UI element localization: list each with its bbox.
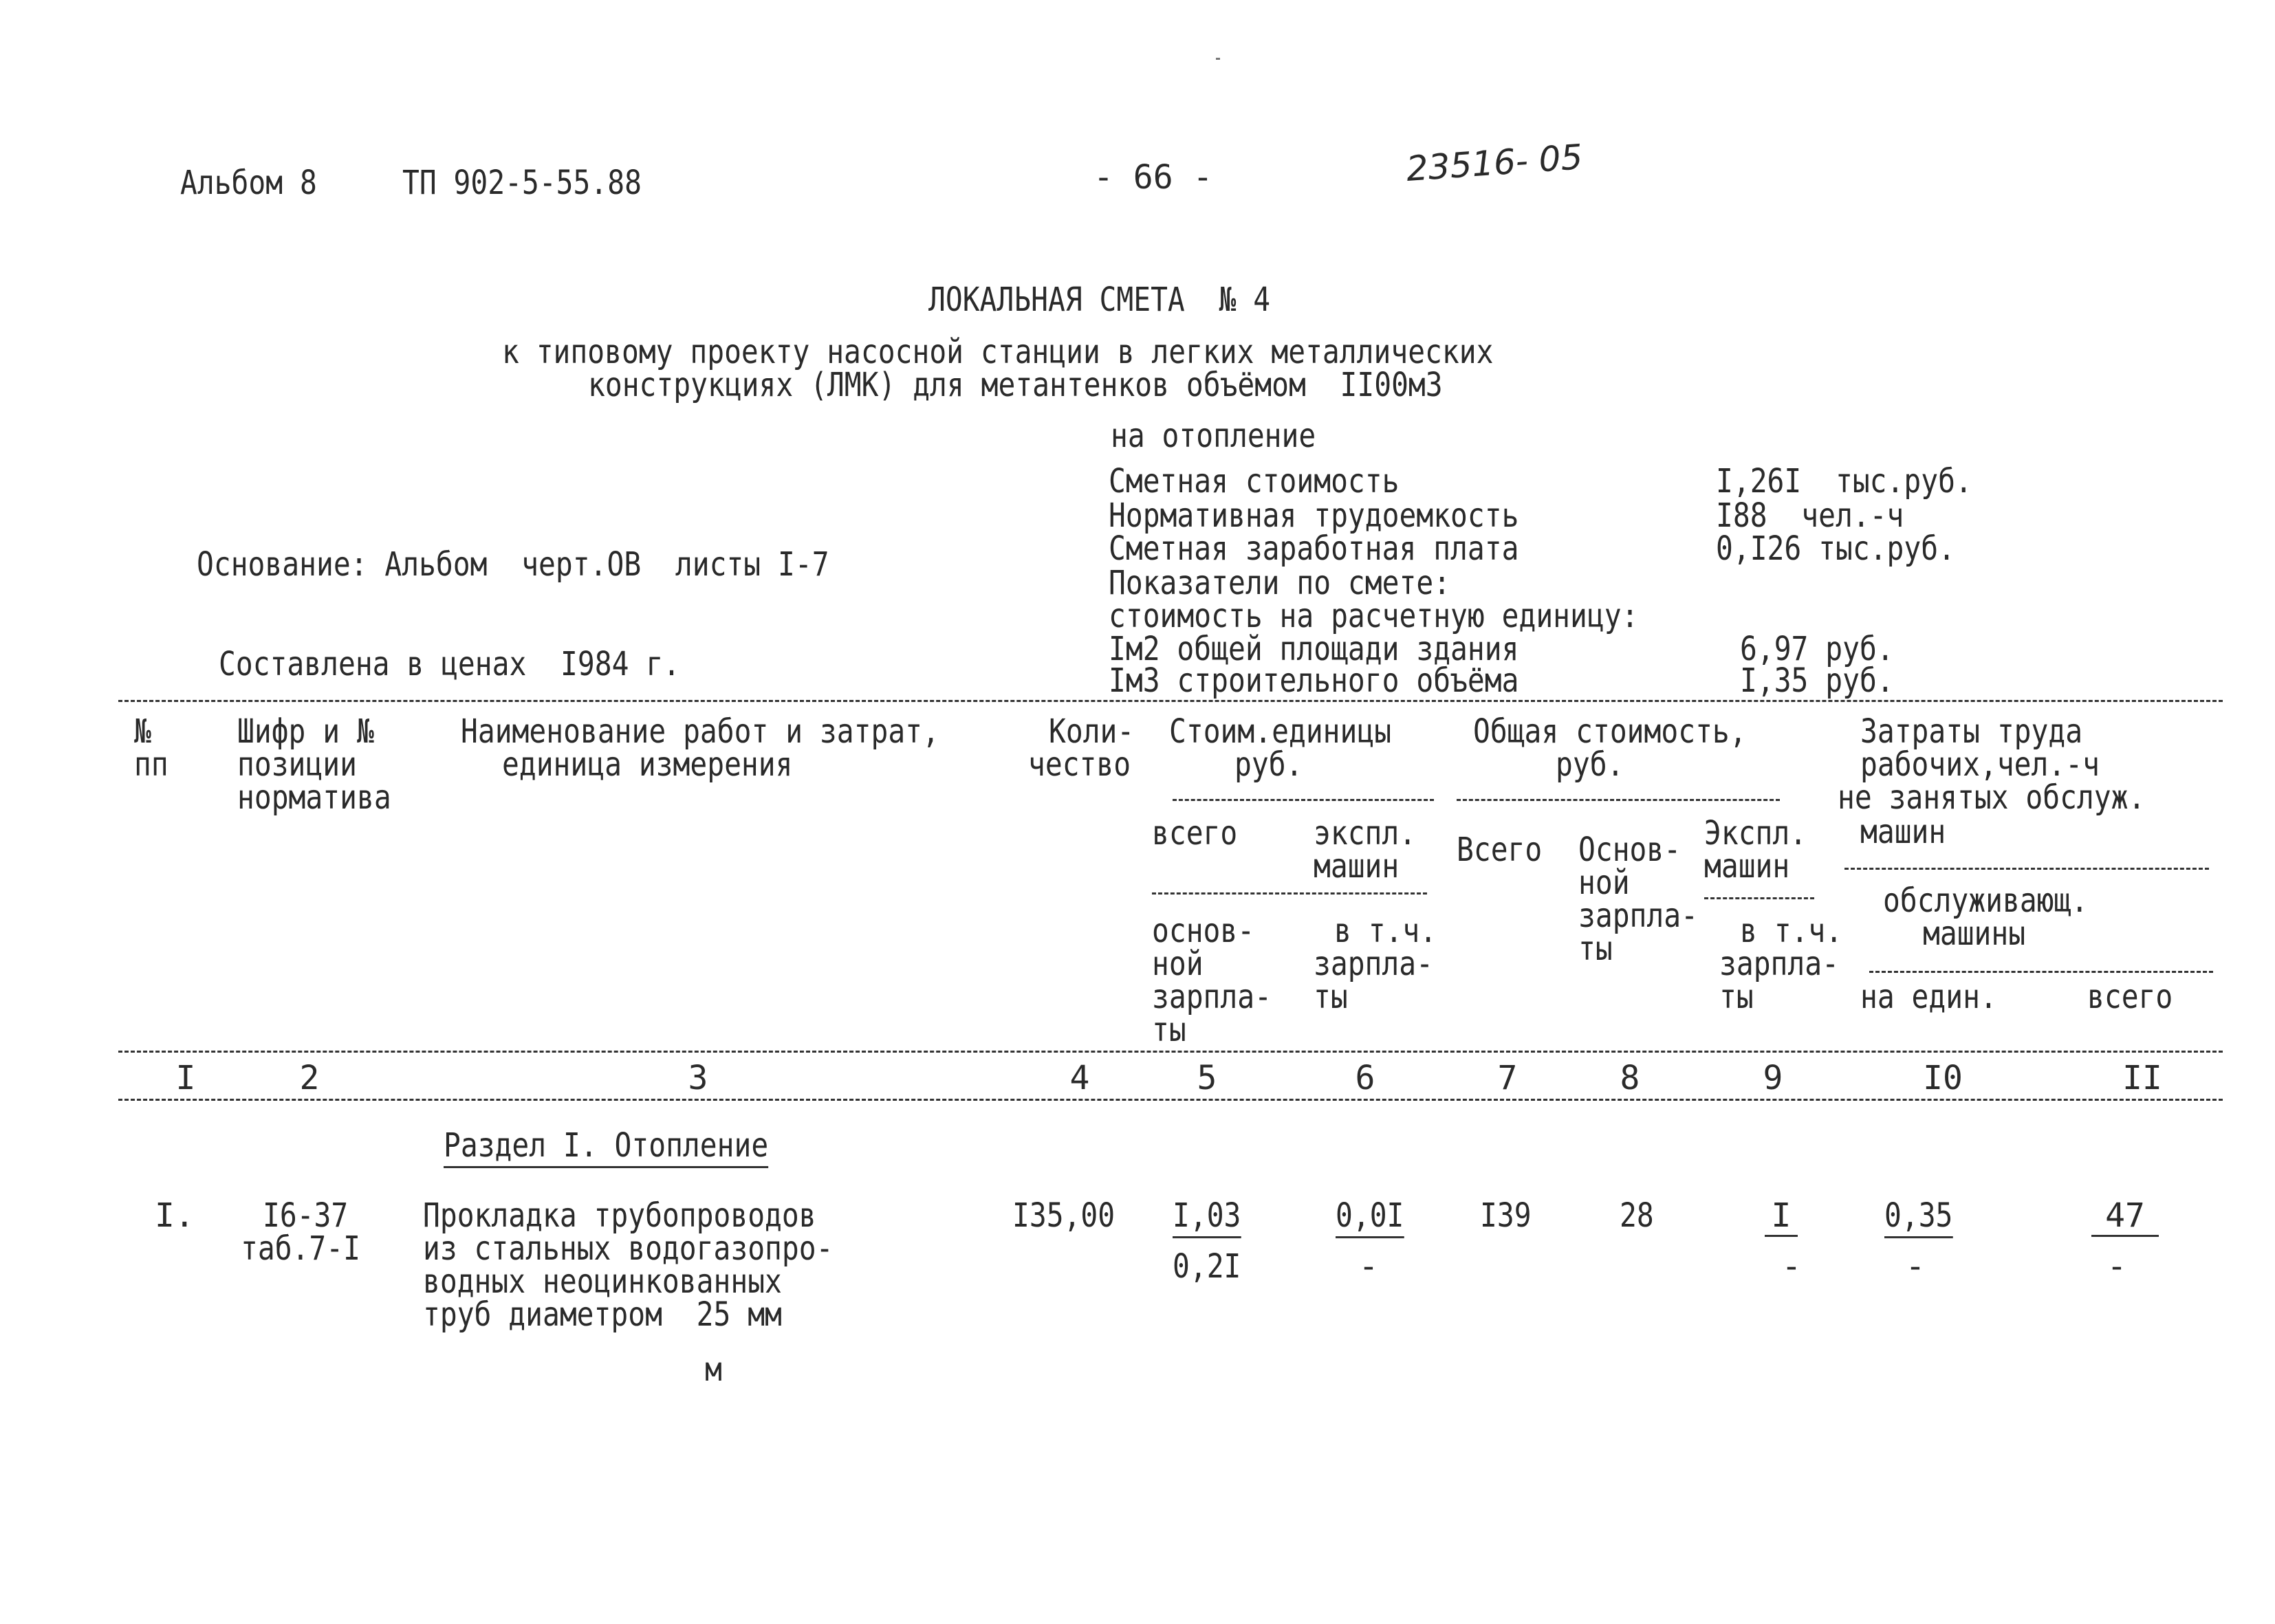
th-name-a: Наименование работ и затрат, [461,712,939,751]
th-num-a: № [134,712,151,751]
prices-year: Составлена в ценах I984 г. [219,645,681,683]
row-name-1: Прокладка трубопроводов [423,1196,816,1235]
row-qty: I35,00 [1012,1196,1115,1235]
colnum-9: 9 [1763,1059,1783,1097]
th-c9-a: Экспл. [1704,814,1807,853]
th-c5-b: основ- [1152,912,1255,950]
th-c6-d: зарпла- [1314,945,1433,983]
rule-total-cost [1457,799,1780,801]
row-unit: м [705,1350,722,1389]
section-title: Раздел I. Отопление [444,1128,768,1163]
row-unit-total: I,03 [1173,1198,1241,1233]
th-labor-c: не занятых обслуж. [1838,778,2146,817]
album-label: Альбом 8 [180,164,317,202]
colnum-6: 6 [1355,1059,1375,1097]
th-labor-serv-b: машины [1923,914,2026,953]
th-c8-c: зарпла- [1578,897,1698,935]
row-unit-mach: 0,0I [1336,1198,1404,1233]
th-c9-b: машин [1704,847,1790,886]
summary-value-wage: 0,I26 тыс.руб. [1716,529,1955,568]
doc-title: ЛОКАЛЬНАЯ СМЕТА № 4 [928,281,1271,319]
th-code-c: нормативa [237,778,391,817]
unit-cost-area-label: Iм2 общей площади здания [1109,630,1519,668]
th-c6-a: экспл. [1314,814,1417,853]
colnum-11: II [2122,1059,2162,1097]
row-labor-unit-b: - [1905,1247,1926,1286]
th-c5-a: всего [1152,814,1238,853]
header-bottom-rule [118,1051,2223,1053]
rule-unit-cost [1173,799,1434,801]
row-code-b: таб.7-I [241,1229,360,1268]
project-code: ТП 902-5-55.88 [402,164,642,202]
th-labor-a: Затраты труда [1860,712,2083,751]
page-number: - 66 - [1093,158,1213,197]
th-c11: всего [2087,978,2173,1016]
th-labor-serv-a: обслуживающ. [1883,881,2089,920]
row-unit-wage: 0,2I [1173,1247,1241,1286]
title-line-4: на отопление [1111,417,1316,455]
row-name-3: водных неоцинкованных [423,1262,782,1301]
colnum-4: 4 [1069,1059,1090,1097]
th-code-b: позиции [237,745,357,784]
th-c5-d: зарпла- [1152,978,1272,1016]
th-code-a: Шифр и № [237,712,374,751]
row-name-2: из стальных водогазопро- [423,1229,834,1268]
table-top-rule [118,700,2223,702]
title-line-2: к типовому проекту насосной станции в легких металлических [502,333,1494,371]
th-total-cost-b: руб. [1556,745,1624,784]
row-code-a: I6-37 [263,1196,349,1235]
colnum-3: 3 [688,1059,708,1097]
th-unit-cost-b: руб. [1234,745,1303,784]
th-c8-b: ной [1578,864,1630,902]
summary-label-cost: Сметная стоимость [1109,462,1400,501]
row-total: I39 [1480,1196,1532,1235]
rule-unit-sub [1152,892,1427,895]
th-qty-b: чество [1028,745,1131,784]
th-labor-b: рабочих,чел.-ч [1860,745,2100,784]
colnum-2: 2 [299,1059,320,1097]
colnum-5: 5 [1197,1059,1217,1097]
th-c8-a: Основ- [1578,831,1681,869]
summary-label-wage: Сметная заработная плата [1109,529,1519,568]
row-total-wage: 28 [1620,1196,1654,1235]
th-qty-a: Коли- [1049,712,1135,751]
summary-value-labor: I88 чел.-ч [1716,496,1904,535]
row-labor-total-b: - [2107,1247,2127,1286]
colnum-1: I [175,1059,196,1097]
colnum-7: 7 [1497,1059,1518,1097]
unit-cost-volume-label: Iм3 строительного объёма [1109,661,1519,700]
handwritten-number: 23516- 05 [1404,137,1585,189]
unit-cost-volume-value: I,35 руб. [1740,661,1894,700]
th-c9-c: в т.ч. [1740,912,1843,950]
rule-labor-2 [1869,971,2213,973]
th-c9-e: ты [1719,978,1754,1016]
scan-speck [1216,58,1220,60]
basis: Основание: Альбом черт.ОВ листы I-7 [197,545,829,584]
colnum-bottom-rule [118,1099,2223,1101]
row-labor-unit: 0,35 [1884,1198,1952,1233]
colnum-10: I0 [1923,1059,1963,1097]
th-c6-e: ты [1314,978,1348,1016]
unit-cost-label: стоимость на расчетную единицу: [1109,597,1639,635]
th-unit-cost-a: Стоим.единицы [1169,712,1392,751]
summary-value-cost: I,26I тыс.руб. [1716,462,1972,501]
row-name-4: труб диаметром 25 мм [423,1295,782,1334]
title-line-3: конструкциях (ЛМК) для метантенков объёмом II00м3 [588,366,1443,404]
row-num: I. [155,1196,195,1235]
indicators-label: Показатели по смете: [1109,564,1451,602]
th-name-b: единица измерения [502,745,793,784]
th-total-cost-a: Общая стоимость, [1473,712,1747,751]
th-c9-d: зарпла- [1719,945,1839,983]
row-labor-total: 47 [2084,1198,2166,1233]
th-c6-c: в т.ч. [1334,912,1437,950]
th-c6-b: машин [1314,847,1400,886]
rule-mach-sub [1704,897,1814,899]
row-total-mach-wage: - [1781,1247,1802,1286]
row-unit-mach-wage: - [1358,1247,1379,1286]
th-c10: на един. [1860,978,1997,1016]
row-total-mach: I [1761,1198,1802,1233]
th-labor-d: машин [1860,813,1946,851]
th-c5-e: ты [1152,1011,1186,1049]
th-c7: Всего [1457,831,1543,869]
colnum-8: 8 [1620,1059,1640,1097]
unit-cost-area-value: 6,97 руб. [1740,630,1894,668]
th-c5-c: ной [1152,945,1204,983]
th-num-b: пп [134,745,168,784]
th-c8-d: ты [1578,930,1613,968]
summary-label-labor: Нормативная трудоемкость [1109,496,1519,535]
rule-labor-1 [1844,868,2209,870]
